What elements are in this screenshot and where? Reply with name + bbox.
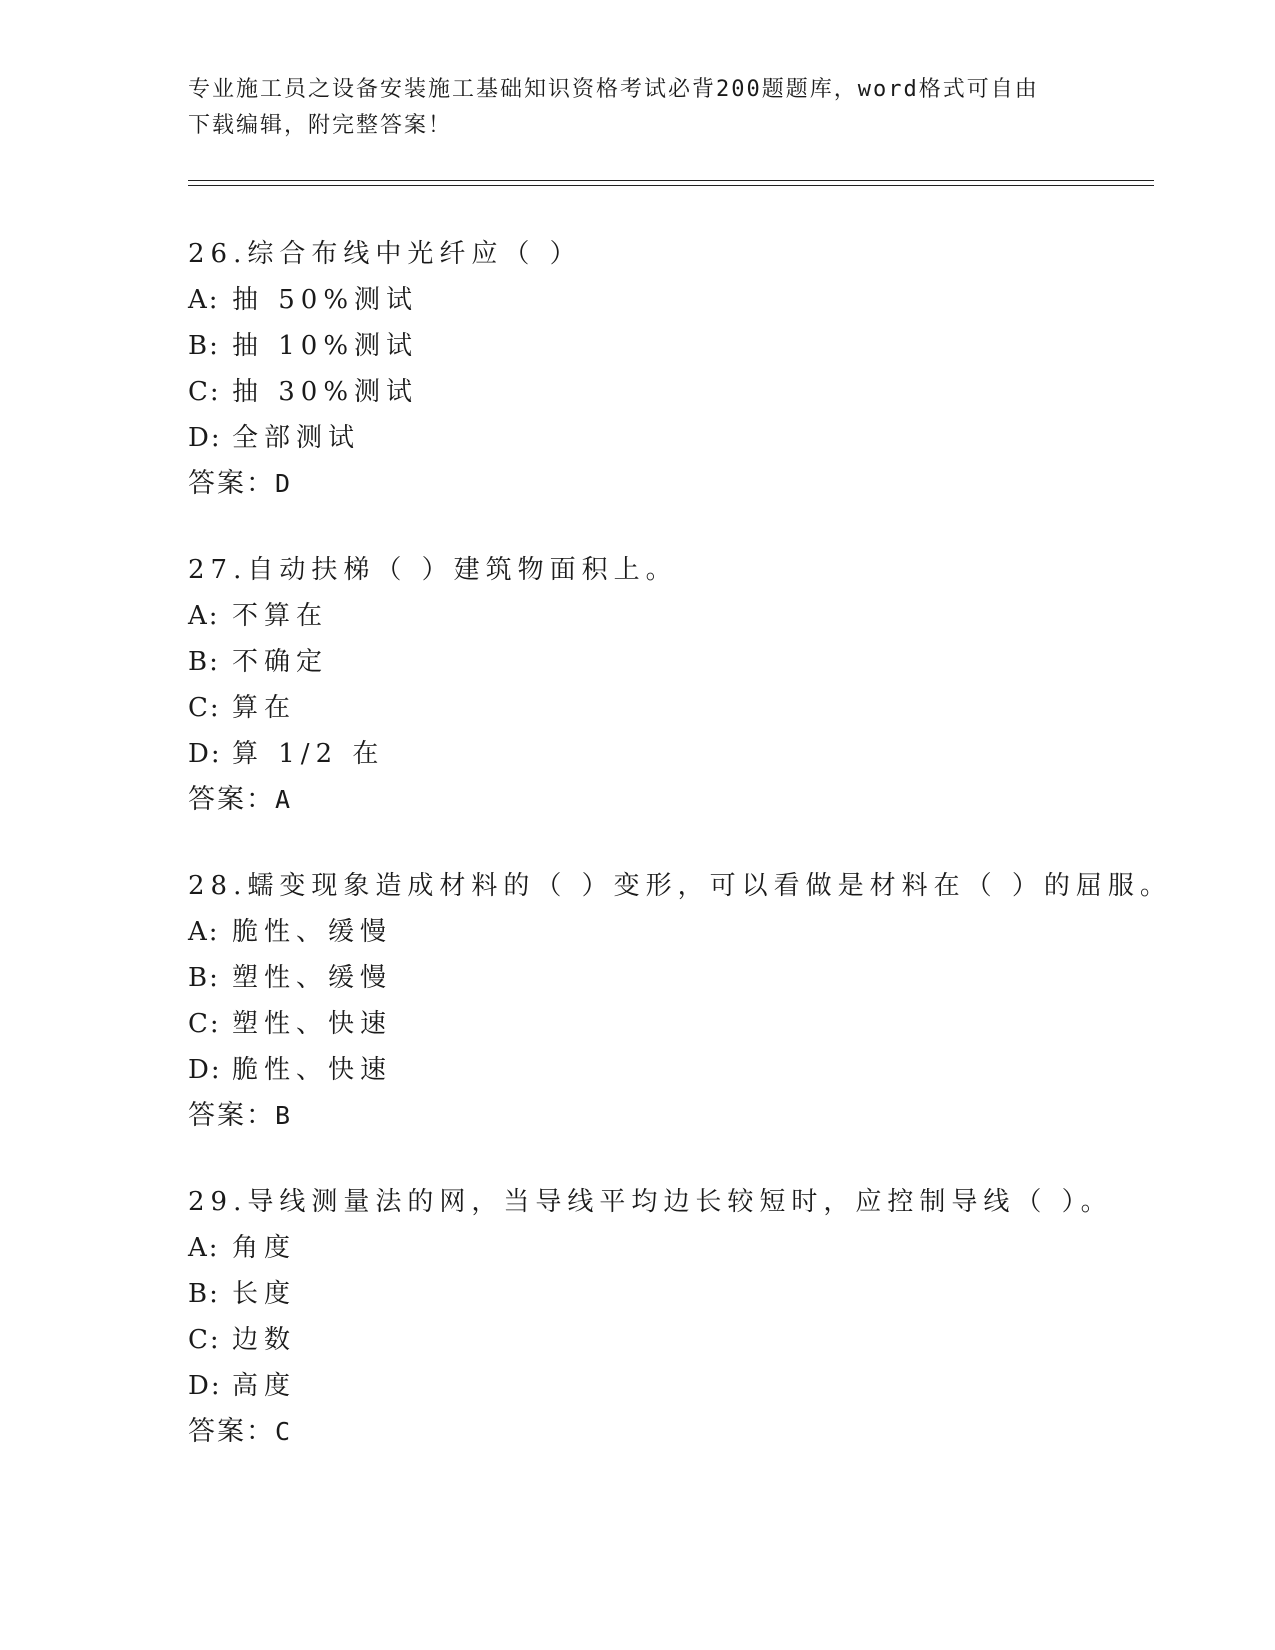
- option-c: [188, 1317, 1188, 1363]
- answer-line: [188, 777, 1188, 823]
- option-text: 算在: [232, 693, 297, 723]
- option-key: B:: [188, 647, 220, 677]
- option-key: A:: [188, 1233, 220, 1263]
- option-d: [188, 415, 1188, 461]
- question-stem: 26.综合布线中光纤应（ ）: [188, 239, 582, 269]
- answer-value: A: [275, 785, 293, 814]
- option-key: D:: [188, 1371, 222, 1401]
- option-b: [188, 1271, 1188, 1317]
- option-text: 抽 30%测试: [232, 377, 419, 407]
- option-key: D:: [188, 423, 222, 453]
- question-stem: 28.蠕变现象造成材料的（ ）变形，可以看做是材料在（ ）的屈服。: [188, 871, 1172, 901]
- option-c: [188, 1001, 1188, 1047]
- option-key: D:: [188, 1055, 222, 1085]
- option-key: B:: [188, 1279, 220, 1309]
- option-key: C:: [188, 1009, 221, 1039]
- option-key: C:: [188, 1325, 221, 1355]
- answer-value: C: [275, 1417, 293, 1446]
- question-26: [188, 231, 1188, 507]
- header-line-1: 专业施工员之设备安装施工基础知识资格考试必背200题题库，word格式可自由: [188, 77, 1039, 102]
- answer-line: [188, 1093, 1188, 1139]
- option-a: [188, 1225, 1188, 1271]
- option-d: [188, 1363, 1188, 1409]
- option-text: 塑性、缓慢: [232, 963, 393, 993]
- option-b: [188, 955, 1188, 1001]
- option-key: A:: [188, 285, 220, 315]
- answer-label: 答案：: [188, 1416, 275, 1447]
- option-d: [188, 1047, 1188, 1093]
- option-text: 角度: [232, 1233, 297, 1263]
- answer-label: 答案：: [188, 1100, 275, 1131]
- option-key: D:: [188, 739, 222, 769]
- option-a: [188, 277, 1188, 323]
- option-text: 不算在: [232, 601, 329, 631]
- question-29: [188, 1179, 1188, 1455]
- option-a: [188, 909, 1188, 955]
- answer-value: D: [275, 469, 293, 498]
- option-text: 算 1/2 在: [232, 739, 385, 769]
- option-text: 抽 50%测试: [232, 285, 419, 315]
- question-stem: 27.自动扶梯（ ）建筑物面积上。: [188, 555, 678, 585]
- answer-line: [188, 1409, 1188, 1455]
- answer-line: [188, 461, 1188, 507]
- option-key: C:: [188, 693, 221, 723]
- answer-label: 答案：: [188, 784, 275, 815]
- header-divider-top: [188, 180, 1154, 181]
- option-text: 高度: [232, 1371, 297, 1401]
- option-text: 长度: [232, 1279, 297, 1309]
- option-key: A:: [188, 917, 220, 947]
- option-text: 脆性、快速: [232, 1055, 393, 1085]
- question-28: [188, 863, 1188, 1139]
- question-stem: 29.导线测量法的网，当导线平均边长较短时，应控制导线（ ）。: [188, 1187, 1113, 1217]
- option-key: B:: [188, 331, 220, 361]
- option-text: 脆性、缓慢: [232, 917, 393, 947]
- option-text: 边数: [232, 1325, 297, 1355]
- answer-label: 答案：: [188, 468, 275, 499]
- option-key: A:: [188, 601, 220, 631]
- answer-value: B: [275, 1101, 293, 1130]
- header-divider-bottom: [188, 185, 1154, 186]
- question-27: [188, 547, 1188, 823]
- option-d: [188, 731, 1188, 777]
- option-c: [188, 369, 1188, 415]
- option-b: [188, 639, 1188, 685]
- option-key: C:: [188, 377, 221, 407]
- option-key: B:: [188, 963, 220, 993]
- option-text: 全部测试: [232, 423, 361, 453]
- option-text: 抽 10%测试: [232, 331, 419, 361]
- document-header: [188, 72, 1068, 144]
- option-text: 塑性、快速: [232, 1009, 393, 1039]
- option-text: 不确定: [232, 647, 329, 677]
- option-c: [188, 685, 1188, 731]
- header-line-2: 下载编辑，附完整答案！: [188, 113, 453, 138]
- option-b: [188, 323, 1188, 369]
- option-a: [188, 593, 1188, 639]
